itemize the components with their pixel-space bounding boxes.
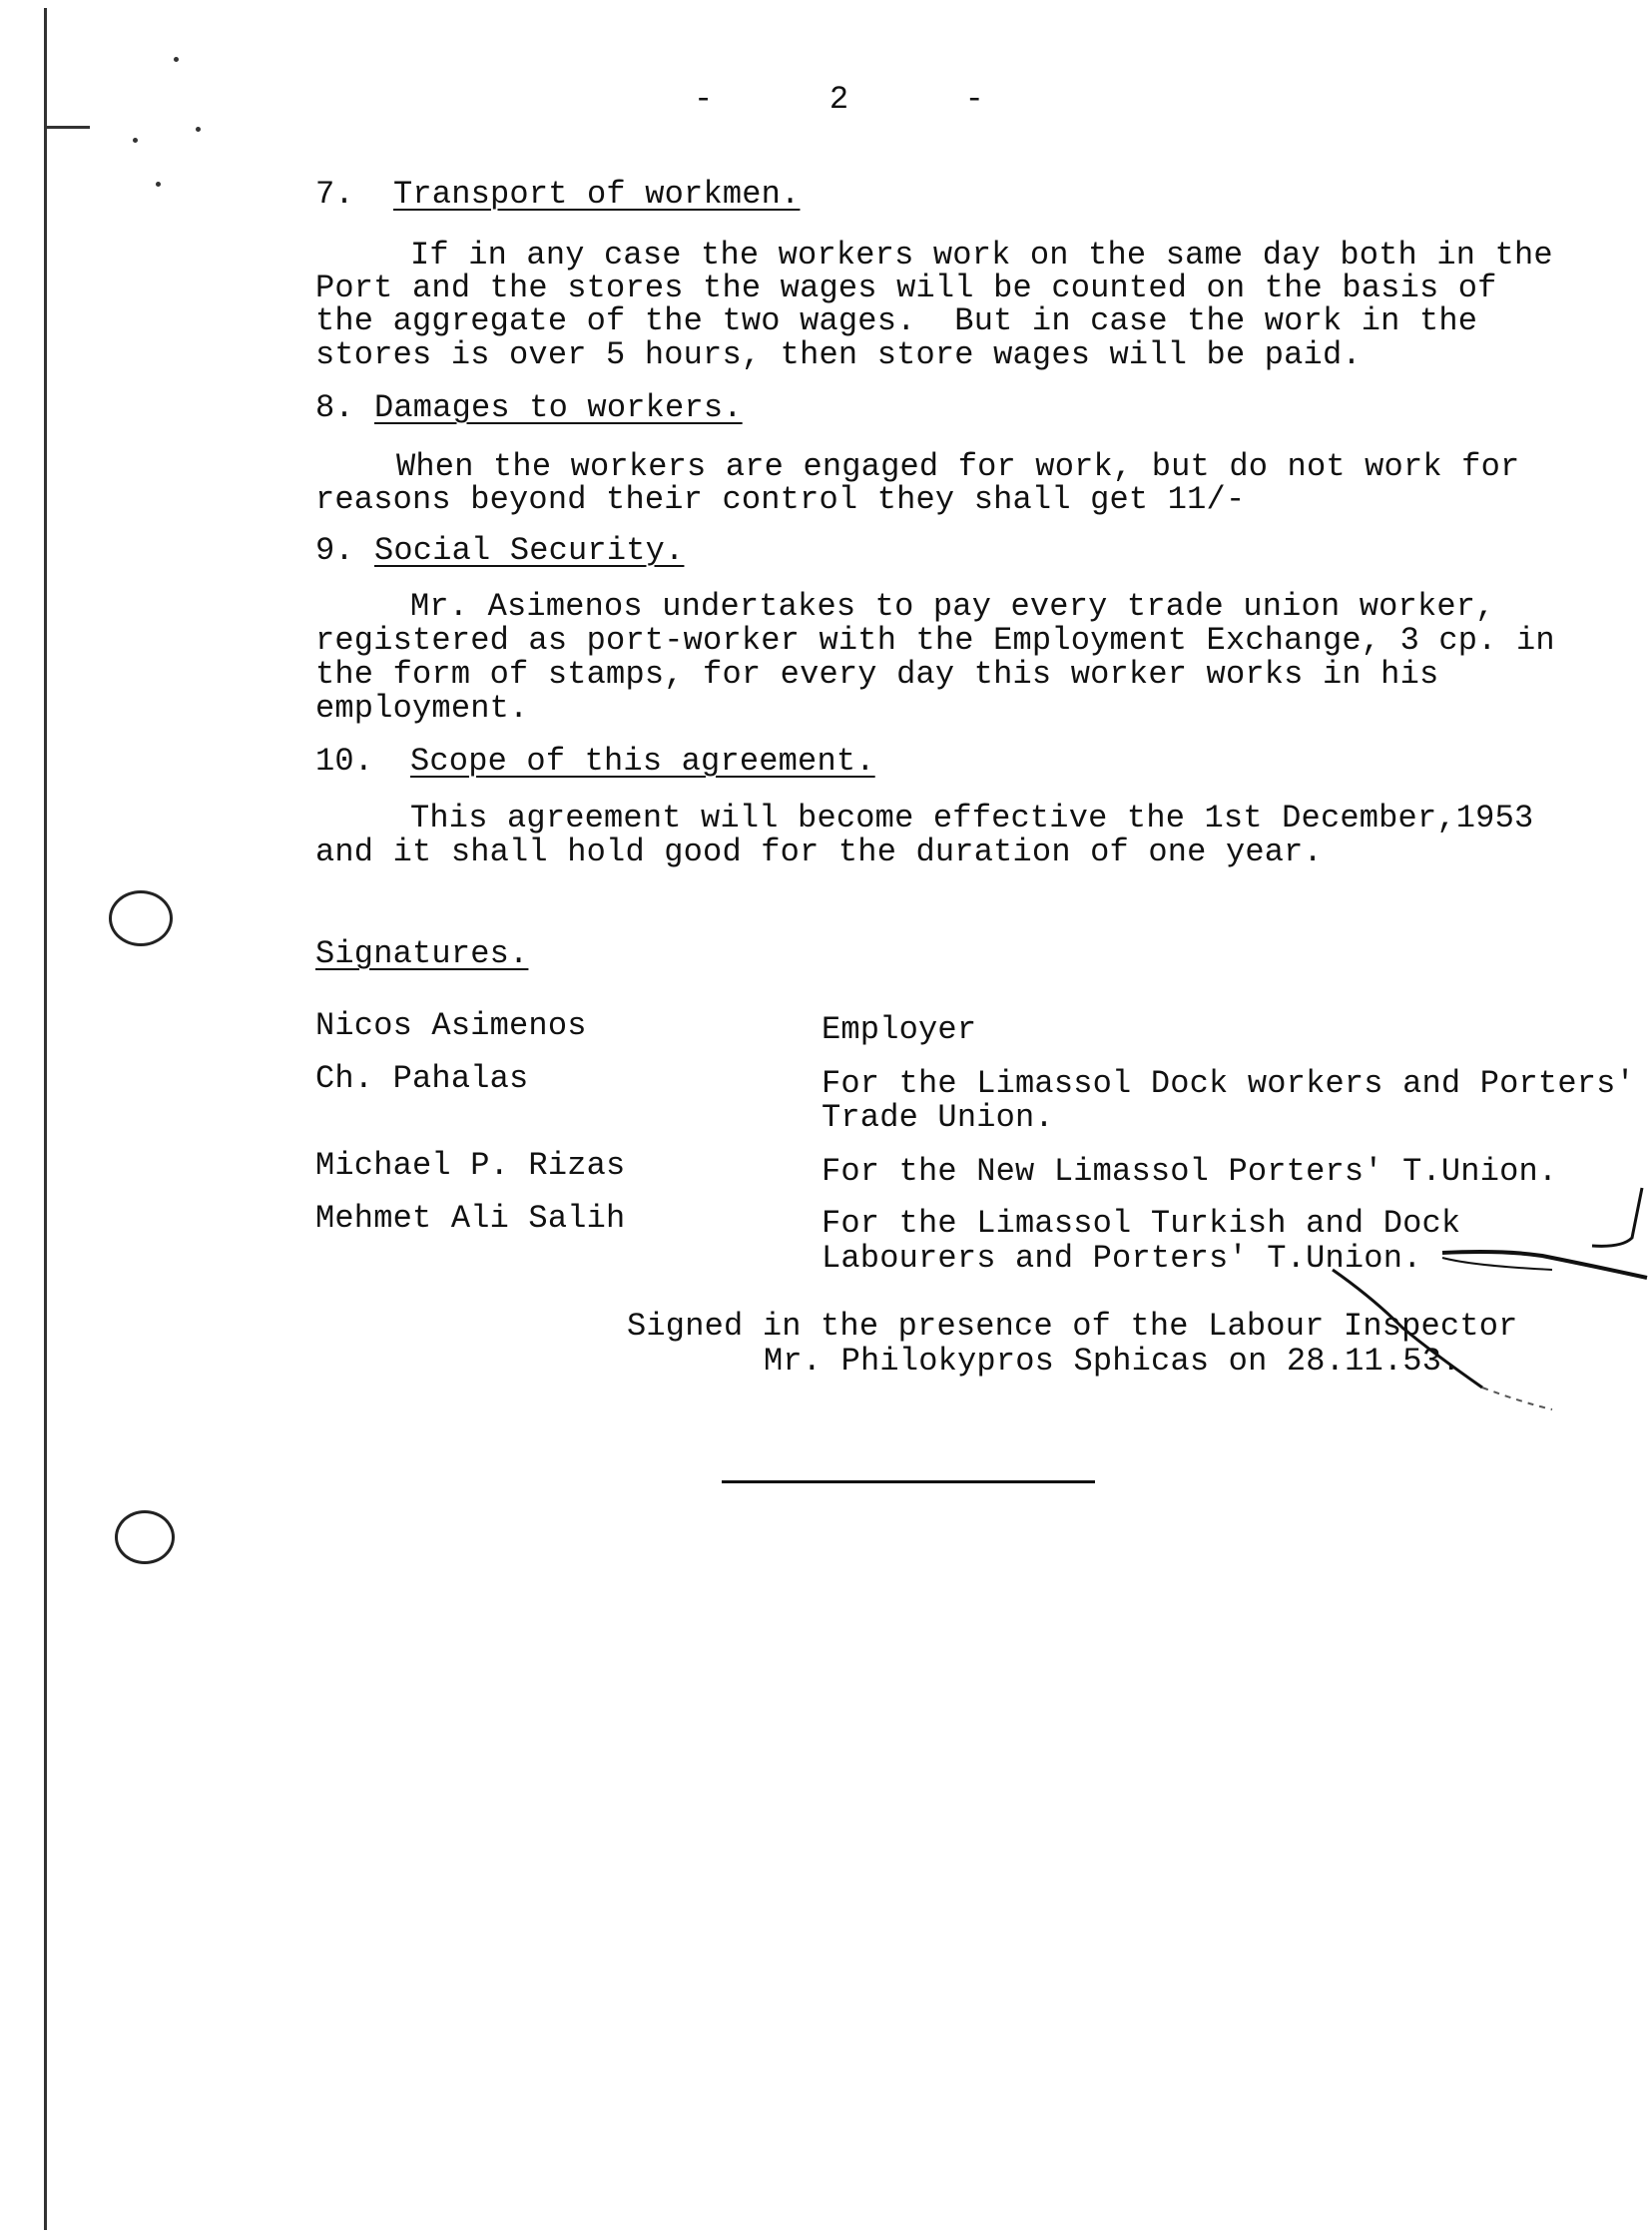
section-9-number: 9.: [315, 532, 354, 569]
section-9-line-4: employment.: [315, 690, 529, 727]
signatory-name: Ch. Pahalas: [315, 1060, 529, 1097]
speck: [156, 182, 161, 187]
section-8-heading: Damages to workers.: [374, 389, 743, 426]
signatory-name: Nicos Asimenos: [315, 1007, 587, 1044]
signatory-role-line: Trade Union.: [822, 1099, 1054, 1136]
signatory-role-line: Employer: [822, 1011, 977, 1048]
witness-line-1: Signed in the presence of the Labour Inspector: [627, 1308, 1518, 1345]
section-9-line-1: Mr. Asimenos undertakes to pay every trade union worker,: [410, 588, 1495, 625]
page-number-line: - 2 -: [694, 81, 985, 118]
section-7-number: 7.: [315, 176, 354, 213]
section-7-line-3: the aggregate of the two wages. But in case the work in the: [315, 302, 1478, 339]
section-9-line-2: registered as port-worker with the Employment Exchange, 3 cp. in: [315, 622, 1555, 659]
signatory-role-line: For the New Limassol Porters' T.Union.: [822, 1153, 1558, 1190]
speck: [174, 57, 179, 62]
speck: [196, 127, 201, 132]
signatures-heading: Signatures.: [315, 935, 529, 972]
signatory-name: Michael P. Rizas: [315, 1147, 626, 1184]
signatory-role-line: For the Limassol Dock workers and Porters': [822, 1065, 1635, 1102]
closing-rule: [722, 1480, 1095, 1483]
section-10-heading: Scope of this agreement.: [410, 743, 875, 780]
section-7-line-4: stores is over 5 hours, then store wages will be paid.: [315, 336, 1362, 373]
section-10-number: 10.: [315, 743, 374, 780]
pen-stroke-marks: [1293, 1178, 1652, 1417]
page-number: 2: [828, 81, 849, 118]
section-10-line-2: and it shall hold good for the duration of one year.: [315, 834, 1323, 870]
speck: [133, 138, 138, 143]
section-8-line-1: When the workers are engaged for work, but do not work for: [396, 448, 1520, 485]
signatory-role-line: For the Limassol Turkish and Dock: [822, 1205, 1461, 1242]
punch-hole-mark-top: [109, 890, 173, 946]
section-7-heading: Transport of workmen.: [393, 176, 801, 213]
section-8-line-2: reasons beyond their control they shall get 11/-: [315, 481, 1246, 518]
punch-hole-mark-bottom: [115, 1510, 175, 1564]
section-8-number: 8.: [315, 389, 354, 426]
section-7-line-2: Port and the stores the wages will be counted on the basis of: [315, 270, 1497, 306]
signatory-role-line: Labourers and Porters' T.Union.: [822, 1240, 1422, 1277]
witness-line-2: Mr. Philokypros Sphicas on 28.11.53.: [764, 1343, 1461, 1380]
section-9-heading: Social Security.: [374, 532, 685, 569]
section-7-line-1: If in any case the workers work on the same day both in the: [410, 237, 1553, 274]
binder-tick: [44, 126, 90, 129]
section-10-line-1: This agreement will become effective the 1st December,1953: [410, 800, 1534, 837]
binder-edge-line: [44, 8, 47, 2230]
signatory-name: Mehmet Ali Salih: [315, 1200, 626, 1237]
section-9-line-3: the form of stamps, for every day this worker works in his: [315, 656, 1439, 693]
